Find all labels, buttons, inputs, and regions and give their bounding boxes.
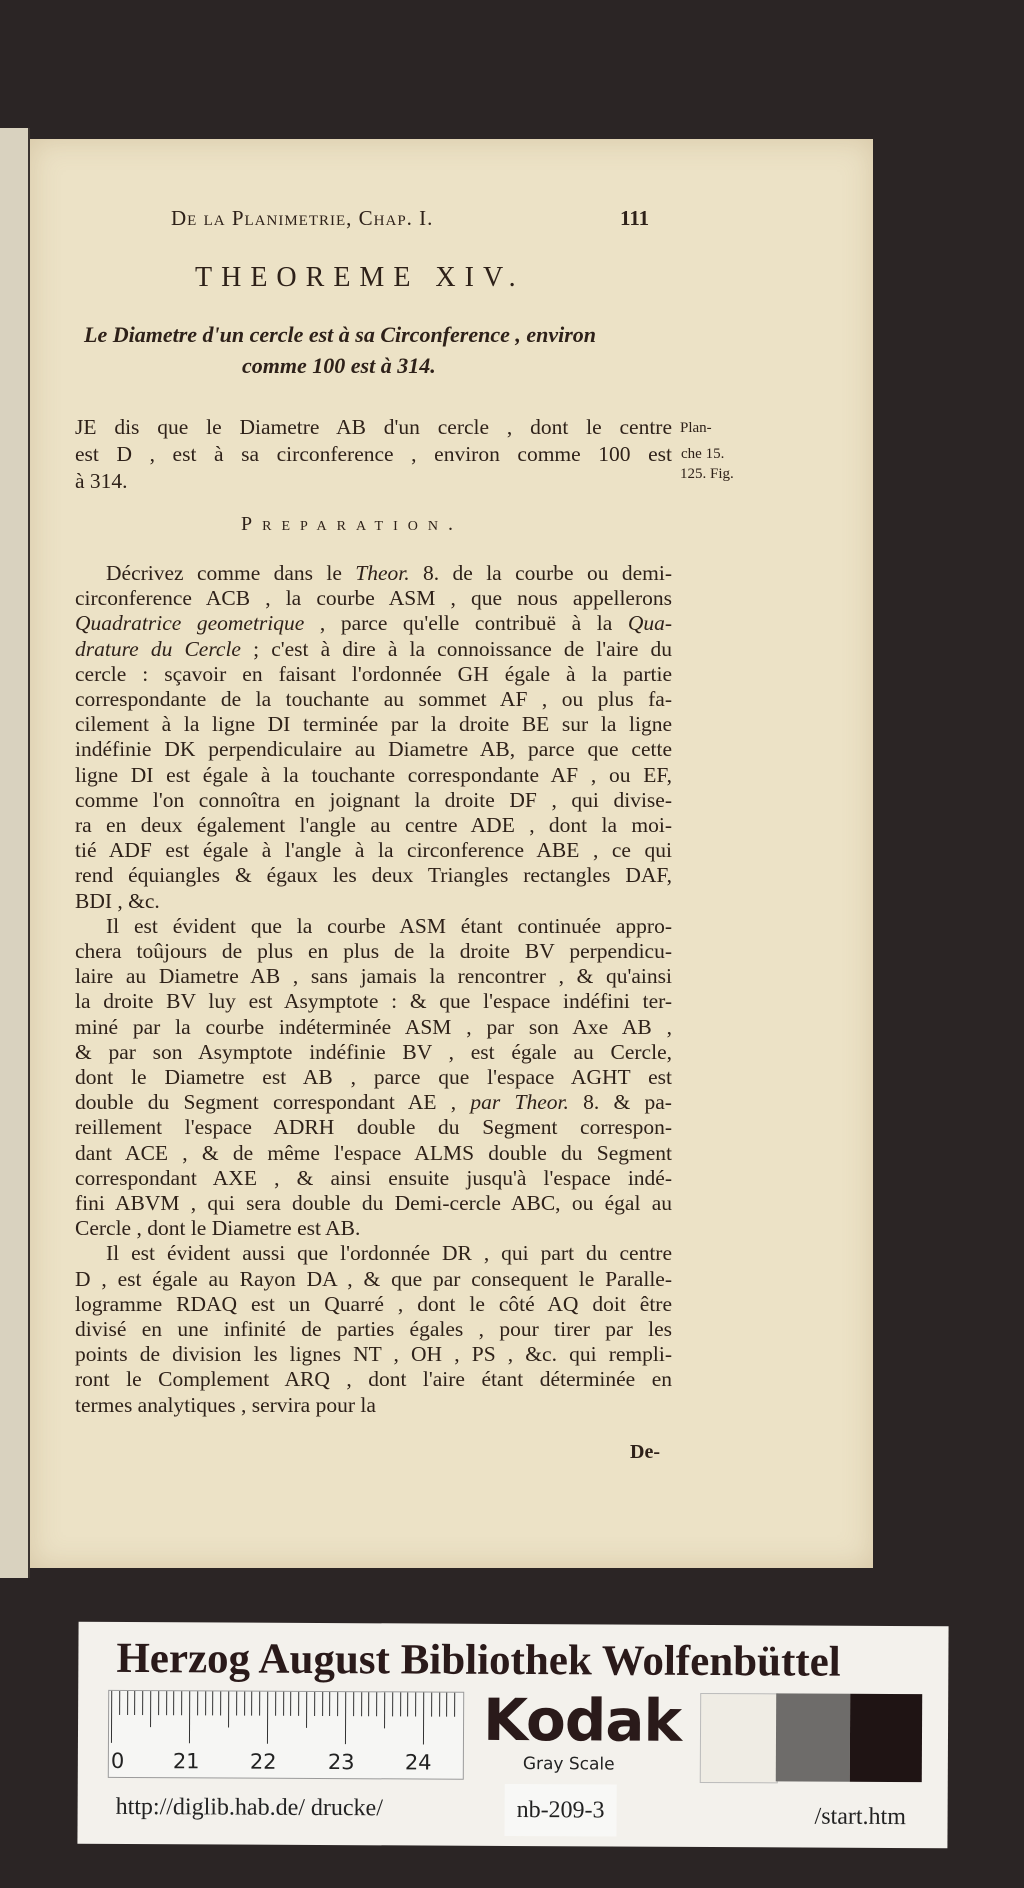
ruler-tick xyxy=(158,1691,159,1715)
ruler-tick xyxy=(306,1692,307,1728)
text-segment: , parce qu'elle contribuë à la xyxy=(304,611,628,636)
body-line: Cercle , dont le Diametre est AB. xyxy=(75,1216,361,1241)
text-segment: ; c'est à dire à la connoissance de l'aire du xyxy=(240,636,672,661)
theorem-title: THEOREME XIV. xyxy=(195,262,525,293)
italic-segment: drature du Cercle xyxy=(75,636,241,661)
ruler-tick xyxy=(275,1692,276,1716)
ruler-tick xyxy=(345,1692,346,1744)
gray-patch-dark xyxy=(850,1694,922,1782)
italic-segment: par Theor. xyxy=(470,1090,569,1115)
italic-segment: Theor. xyxy=(355,561,410,585)
gray-patch-mid xyxy=(776,1693,850,1781)
italic-segment: Qua- xyxy=(627,611,672,636)
body-line: tié ADF est égale à l'angle à la circonference ABE , ce qui xyxy=(75,838,672,863)
ruler-tick xyxy=(228,1692,229,1728)
gray-patch-white xyxy=(700,1693,778,1783)
body-line: miné par la courbe indéterminée ASM , par son Axe AB , xyxy=(75,1014,672,1039)
ruler-number: 22 xyxy=(249,1749,277,1774)
body-line: reillement l'espace ADRH double du Segment correspon- xyxy=(75,1115,672,1140)
running-header: De la Planimetrie, Chap. I. xyxy=(171,206,434,230)
body-line: laire au Diametre AB , sans jamais la rencontrer , & qu'ainsi xyxy=(75,964,672,989)
statement-line: est D , est à sa circonference , environ comme 100 est xyxy=(75,442,672,466)
ruler-tick xyxy=(322,1692,323,1716)
theorem-subtitle-line-2: comme 100 est à 314. xyxy=(242,353,436,378)
body-line: circonference ACB , la courbe ASM , que nous appellerons xyxy=(75,586,672,611)
ruler-tick xyxy=(119,1691,120,1715)
ruler-tick xyxy=(111,1691,112,1743)
body-line: BDI , &c. xyxy=(75,888,160,913)
theorem-subtitle-line-1: Le Diametre d'un cercle est à sa Circonference , environ xyxy=(84,322,597,347)
body-line: fini ABVM , qui sera double du Demi-cercle ABC, ou égal au xyxy=(75,1191,672,1215)
ruler-tick xyxy=(415,1692,416,1716)
body-line: Il est évident que la courbe ASM étant continuée appro- xyxy=(106,913,672,938)
ruler-tick xyxy=(407,1692,408,1716)
ruler-tick xyxy=(267,1692,268,1744)
ruler-tick xyxy=(431,1693,432,1717)
body-line: divisé en une infinité de parties égales , pour tirer par les xyxy=(75,1317,672,1341)
text-segment: double du Segment correspondant AE , xyxy=(75,1090,471,1115)
page-number: 111 xyxy=(620,206,650,230)
ruler-tick xyxy=(337,1692,338,1716)
body-line: points de division les lignes NT , OH , PS , &c. qui rempli- xyxy=(75,1342,672,1367)
ruler-number: 0 xyxy=(110,1748,125,1773)
ruler-tick xyxy=(361,1692,362,1716)
ruler-tick xyxy=(189,1691,190,1743)
ruler-tick xyxy=(197,1691,198,1715)
text-segment: Décrivez comme dans le xyxy=(106,561,356,585)
text-segment: 8. & pa- xyxy=(568,1090,672,1115)
statement-line: à 314. xyxy=(75,469,128,493)
ruler-tick xyxy=(298,1692,299,1716)
ruler-tick xyxy=(259,1692,260,1716)
body-line: D , est égale au Rayon DA , & que par consequent le Paralle- xyxy=(75,1266,672,1291)
italic-segment: Quadratrice geometrique xyxy=(75,611,305,636)
body-line: & par son Asymptote indéfinie BV , est égale au Cercle, xyxy=(75,1039,672,1064)
ruler-tick xyxy=(205,1691,206,1715)
body-line: logramme RDAQ est un Quarré , dont le côté AQ doit être xyxy=(75,1291,672,1316)
ruler-tick xyxy=(212,1691,213,1715)
ruler-number: 21 xyxy=(172,1749,200,1774)
ruler-tick xyxy=(368,1692,369,1716)
ruler-tick xyxy=(446,1693,447,1717)
url-prefix: http://diglib.hab.de/ drucke/ xyxy=(115,1793,383,1822)
library-target-card xyxy=(77,1622,948,1849)
ruler-tick xyxy=(127,1691,128,1715)
url-suffix: /start.htm xyxy=(814,1803,906,1831)
ruler-tick xyxy=(251,1692,252,1716)
ruler-tick xyxy=(400,1692,401,1716)
body-line: ra en deux également l'angle au centre ADE , dont la moi- xyxy=(75,813,672,837)
body-line: dont le Diametre est AB , parce que l'espace AGHT est xyxy=(75,1065,672,1089)
catchword: De- xyxy=(630,1441,660,1463)
ruler-tick xyxy=(283,1692,284,1716)
ruler-tick xyxy=(384,1692,385,1728)
gray-scale-caption: Gray Scale xyxy=(522,1754,615,1775)
scale-ruler xyxy=(108,1690,464,1780)
ruler-tick xyxy=(173,1691,174,1715)
margin-note-line: Plan- xyxy=(680,420,712,436)
margin-note-line: che 15. xyxy=(681,446,725,462)
section-heading: Preparation. xyxy=(241,513,463,535)
ruler-tick xyxy=(314,1692,315,1716)
ruler-tick xyxy=(150,1691,151,1727)
body-line xyxy=(75,611,672,636)
body-line: cercle : sçavoir en faisant l'ordonnée GH égale à la partie xyxy=(75,661,672,686)
ruler-tick xyxy=(329,1692,330,1716)
body-line xyxy=(75,1090,672,1115)
body-line xyxy=(106,561,672,586)
ruler-tick xyxy=(166,1691,167,1715)
ruler-tick xyxy=(244,1692,245,1716)
body-line: ligne DI est égale à la touchante correspondante AF , ou EF, xyxy=(75,762,672,787)
body-line: dant ACE , & de même l'espace ALMS double du Segment xyxy=(75,1140,672,1165)
ruler-tick xyxy=(236,1692,237,1716)
body-line: correspondante de la touchante au sommet AF , ou plus fa- xyxy=(75,687,672,711)
ruler-tick xyxy=(134,1691,135,1715)
ruler-tick xyxy=(423,1693,424,1745)
ruler-tick xyxy=(392,1692,393,1716)
text-segment: 8. de la courbe ou demi- xyxy=(409,561,672,585)
ruler-number: 24 xyxy=(404,1750,432,1775)
ruler-tick xyxy=(290,1692,291,1716)
ruler-tick xyxy=(142,1691,143,1715)
body-line xyxy=(75,637,672,662)
body-line: chera toûjours de plus en plus de la droite BV perpendicu- xyxy=(75,939,672,963)
ruler-tick xyxy=(376,1692,377,1716)
ruler-tick xyxy=(439,1693,440,1717)
ruler-tick xyxy=(454,1693,455,1717)
body-line: termes analytiques , servira pour la xyxy=(75,1392,376,1417)
facing-page-edge xyxy=(0,128,30,1578)
ruler-tick xyxy=(220,1691,221,1715)
statement-line: JE dis que le Diametre AB d'un cercle , dont le centre xyxy=(75,415,672,439)
ruler-tick xyxy=(353,1692,354,1716)
body-line: rend équiangles & égaux les deux Triangles rectangles DAF, xyxy=(75,863,672,888)
body-line: comme l'on connoîtra en joignant la droite DF , qui divise- xyxy=(75,787,672,812)
body-line: cilement à la ligne DI terminée par la droite BE sur la ligne xyxy=(75,712,672,737)
ruler-tick xyxy=(181,1691,182,1715)
margin-note-line: 125. Fig. xyxy=(680,466,734,482)
body-line: indéfinie DK perpendiculaire au Diametre AB, parce que cette xyxy=(75,737,672,762)
body-line: la droite BV luy est Asymptote : & que l'espace indéfini ter- xyxy=(75,989,672,1014)
body-line: Il est évident aussi que l'ordonnée DR , qui part du centre xyxy=(106,1241,672,1266)
kodak-logo: Kodak xyxy=(482,1685,682,1755)
body-line: correspondant AXE , & ainsi ensuite jusqu'à l'espace indé- xyxy=(75,1165,672,1190)
ruler-number: 23 xyxy=(327,1750,355,1775)
shelfmark: nb-209-3 xyxy=(504,1784,616,1837)
body-line: ront le Complement ARQ , dont l'aire étant déterminée en xyxy=(75,1367,672,1392)
institution-name: Herzog August Bibliothek Wolfenbüttel xyxy=(116,1634,841,1686)
